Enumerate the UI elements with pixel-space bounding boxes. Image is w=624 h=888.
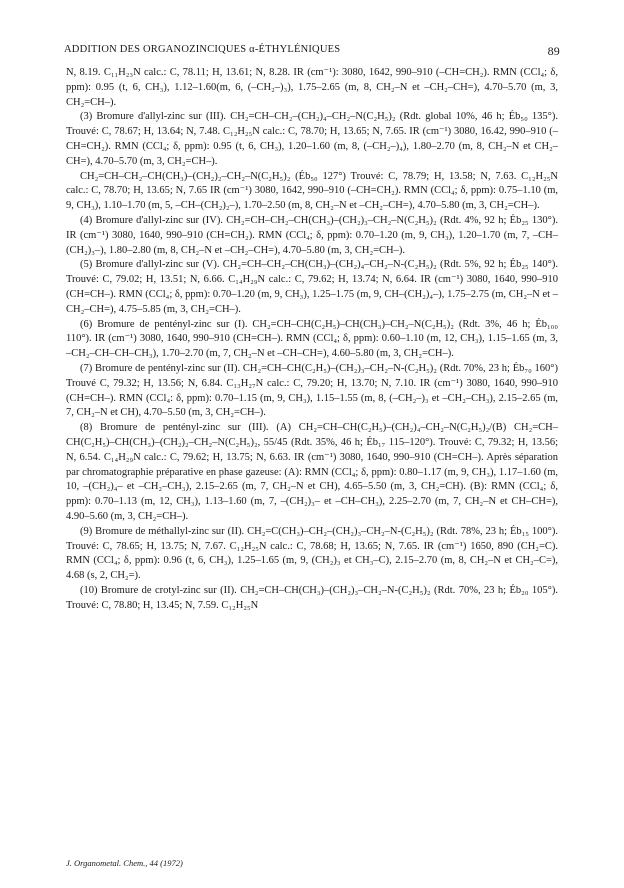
- paragraph-entry-5: (5) Bromure d'allyl-zinc sur (V). CH₂=CH–CH₂–CH(CH₃)–(CH₂)₄–CH₂–N-(C₂H₅)₂ (Rdt. 5%, 92 h; Éb₂₅ 140°). Trouvé: C, 79.02; H, 13.51; N, 6.66. C₁₄H₂₉N calc.: C, 79.62; H, 13.74; N, 6.64. IR (cm⁻¹) 3080, 1640, 990–910 (CH=CH–). RMN (CCl₄; δ, ppm): 0.70–1.20 (m, 9, CH₃), 1.25–1.75 (m, 9, CH–(CH₂)₄–), 1.75–2.75 (m, CH₂–N et –CH₂–CH=), 4.75–5.85 (m, 3, CH₂=CH–).: [66, 259, 558, 315]
- paragraph-entry-7: (7) Bromure de pentényl-zinc sur (II). CH₂=CH–CH(C₂H₅)–(CH₂)₃–CH₂–N-(C₂H₅)₂ (Rdt. 70%, 23 h; Éb₇₀ 160°) Trouvé C, 79.32; H, 13.56; N, 6.84. C₁₃H₂₇N calc.: C, 79.20; H, 13.70; N, 7.10. IR (cm⁻¹) 3080, 1640, 990–910 (CH=CH–). RMN (CCl₄: δ, ppm): 0.70–1.15 (m, 9, CH₃), 1.15–1.55 (m, 8, (–CH₂–)₃ et –CH₂–CH₃), 2.15–2.65 (m, 7, CH₂–N et CH), 4.70–5.50 (m, 3, CH₂=CH–).: [66, 362, 558, 419]
- page-number: 89: [547, 44, 560, 58]
- paragraph-entry-9: (9) Bromure de méthallyl-zinc sur (II). CH₂=C(CH₃)–CH₂–(CH₂)₃–CH₂–N-(C₂H₅)₂ (Rdt. 78%, 23 h; Éb₁₅ 100°). Trouvé: C, 78.65; H, 13.75; N, 7.67. C₁₂H₂₅N calc.: C, 78.68; H, 13.65; N, 7.65. IR (cm⁻¹) 1650, 890 (CH₂=C). RMN (CCl₄; δ, ppm): 0.96 (t, 6, CH₃), 1.25–1.65 (m, 9, (CH₂)₃ et CH₃–C), 2.15–2.70 (m, 8, CH₂–N et CH₂–C=), 4.68 (s, 2, CH₂=).: [66, 525, 558, 582]
- paragraph-entry-3: (3) Bromure d'allyl-zinc sur (III). CH₂=CH–CH₂–(CH₂)₄–CH₂–N(C₂H₅)₂ (Rdt. global 10%, 46 h; Éb₅₀ 135°). Trouvé: C, 78.67; H, 13.64; N, 7.48. C₁₂H₂₅N calc.: C, 78.70; H, 13.65; N, 7.65. IR (cm⁻¹) 3080, 16.42, 990–910 (–CH=CH₂). RMN (CCl₄; δ, ppm): 0.95 (t, 6, CH₃), 1.20–1.60 (m, 8, (–CH₂–)₄), 1.80–2.70 (m, 8, CH₂–N et CH₂–CH=), 4.70–5.70 (m, 3, CH₂=CH–).: [66, 111, 558, 167]
- journal-citation: J. Organometal. Chem., 44 (1972): [66, 858, 183, 868]
- article-body: [66, 66, 558, 613]
- paragraph-continuation: N, 8.19. C₁₁H₂₃N calc.: C, 78.11; H, 13.61; N, 8.28. IR (cm⁻¹): 3080, 1642, 990–910 (–CH=CH₂). RMN (CCl₄; δ, ppm): 0.95 (t, 6, CH₃), 1.12–1.60(m, 6, (–CH₂–)₃), 1.75–2.65 (m, 8, CH₂–N et –CH₂–CH=), 4.70–5.70 (m, 3, CH₂=CH–).: [66, 67, 558, 108]
- paragraph-entry-10: (10) Bromure de crotyl-zinc sur (II). CH₂=CH–CH(CH₃)–(CH₂)₃–CH₂–N-(C₂H₅)₂ (Rdt. 70%, 23 h; Éb₂₀ 105°). Trouvé: C, 78.80; H, 13.45; N, 7.59. C₁₂H₂₅N: [66, 584, 558, 611]
- paragraph-entry-4: (4) Bromure d'allyl-zinc sur (IV). CH₂=CH–CH₂–CH(CH₃)–(CH₂)₃–CH₂–N(C₂H₅)₂ (Rdt. 4%, 92 h; Éb₂₅ 130°). IR (cm⁻¹) 3080, 1640, 990–910 (CH=CH₂). RMN (CCl₄; δ, ppm): 0.70–1.20 (m, 9, CH₃), 1.20–1.70 (m, 7, –CH–(CH₂)₃–), 1.80–2.80 (m, 8, CH₂–N et –CH₂–CH=), 4.70–5.80 (m, 3, CH₂=CH–).: [66, 214, 558, 256]
- paragraph-entry-6: (6) Bromure de pentényl-zinc sur (I). CH₂=CH–CH(C₂H₅)–CH(CH₃)–CH₂–N(C₂H₅)₂ (Rdt. 3%, 46 h; Éb₁₀₀ 110°). IR (cm⁻¹) 3080, 1640, 990–910 (CH=CH–). RMN (CCl₄; δ, ppm): 0.60–1.10 (m, 12, CH₃), 1.15–1.65 (m, 3, –CH₂–CH–CH–CH₃), 1.70–2.70 (m, 7, CH₂–N et –CH–CH=), 4.60–5.80 (m, 3, CH₂=CH–).: [66, 318, 558, 360]
- paragraph-entry-8: (8) Bromure de pentényl-zinc sur (III). (A) CH₂=CH–CH(C₂H₅)–(CH₂)₄–CH₂–N(C₂H₅)₂/(B) CH₂=CH–CH(C₂H₅)–CH(CH₃)–(CH₂)₂–CH₂–N(C₂H₅)₂, 55/45 (Rdt. 35%, 46 h; Éb₁₇ 115–120°). Trouvé: C, 79.32; H, 13.56; N, 6.54. C₁₄H₂₉N calc.: C, 79.62; H, 13.75; N, 6.63. IR (cm⁻¹) 3080, 1640, 990–910 (CH=CH–). Après séparation par chromatographie préparative en phase gazeuse: (A): RMN (CCl₄; δ, ppm): 0.80–1.17 (m, 9, CH₃), 1.17–1.60 (m, 10, –(CH₂)₄– et –CH₂–CH₃), 2.15–2.65 (m, 7, CH₂–N et CH), 4.65–5.50 (m, 3, CH₂=CH). (B): RMN (CCl₄; δ, ppm): 0.70–1.13 (m, 12, CH₃), 1.13–1.60 (m, 7, –(CH₂)₃– et –CH–CH₃), 2.25–2.70 (m, 7, CH₂–N et CH–CH=), 4.90–5.60 (m, 3, CH₂=CH–).: [66, 422, 558, 522]
- running-title: ADDITION DES ORGANOZINCIQUES α-ÉTHYLÉNIQUES: [64, 44, 341, 55]
- paragraph-entry-3b: CH₂=CH–CH₂–CH(CH₃)–(CH₂)₂–CH₂–N(C₂H₅)₂ (Éb₅₀ 127°) Trouvé: C, 78.79; H, 13.58; N, 7.63. C₁₂H₂₅N calc.: C, 78.70; H, 13.65; N, 7.65 IR (cm⁻¹) 3080, 1642, 990–910 (–CH=CH₂). RMN (CCl₄; δ, ppm): 0.75–1.10 (m, 9, CH₃), 1.10–1.70 (m, 5, –CH–(CH₂)₂–), 1.70–2.50 (m, 8, CH₂–N et –CH₂–CH=), 4.70–5.80 (m, 3, CH₂=CH–).: [66, 170, 558, 212]
